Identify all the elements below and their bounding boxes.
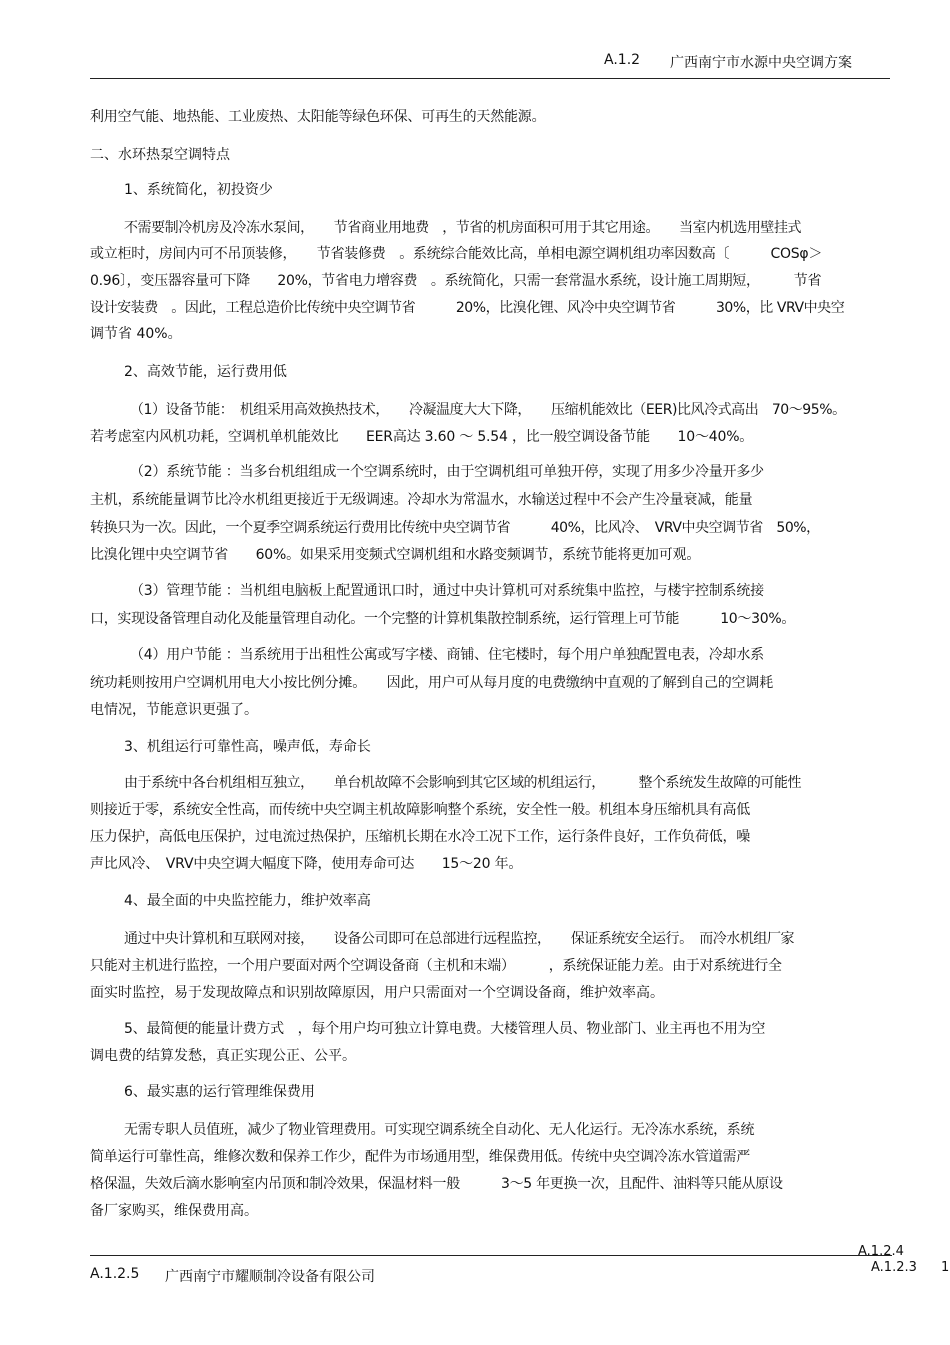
footer-ref-b: A.1.2.3 xyxy=(871,1260,917,1275)
text-line: 主机，系统能量调节比冷水机组更接近于无级调速。冷却水为常温水，水输送过程中不会产生冷量衰减，能量 xyxy=(90,492,753,508)
text-line: 调电费的结算发愁，真正实现公正、公平。 xyxy=(90,1048,356,1064)
text-line: （1）设备节能： 机组采用高效换热技术， 冷凝温度大大下降， 压缩机能效比（EER)比风冷式高出 70～95%。 xyxy=(130,402,846,418)
footer-edge-char: 1 xyxy=(941,1260,950,1275)
text-line: 则接近于零，系统安全性高，而传统中央空调主机故障影响整个系统，安全性一般。机组本身压缩机具有高低 xyxy=(90,802,750,818)
text-line: 只能对主机进行监控，一个用户要面对两个空调设备商（主机和末端） ，系统保证能力差。由于对系统进行全 xyxy=(90,958,782,974)
text-line: 转换只为一次。因此，一个夏季空调系统运行费用比传统中央空调节省 40%，比风冷、 VRV中央空调节省 50%， xyxy=(90,520,820,536)
subsection-heading: 3、机组运行可靠性高，噪声低，寿命长 xyxy=(124,739,371,755)
text-line: 或立柜时，房间内可不吊顶装修， 节省装修费 。系统综合能效比高，单相电源空调机组功率因数高〔 COSφ＞ xyxy=(90,246,823,262)
text-line: 通过中央计算机和互联网对接， 设备公司即可在总部进行远程监控， 保证系统安全运行。 而冷水机组厂家 xyxy=(124,931,795,947)
text-line: 简单运行可靠性高，维修次数和保养工作少，配件为市场通用型，维保费用低。传统中央空调冷冻水管道需严 xyxy=(90,1149,750,1165)
text-line: 口，实现设备管理自动化及能量管理自动化。一个完整的计算机集散控制系统，运行管理上可节能 10～30%。 xyxy=(90,611,796,627)
text-line: 由于系统中各台机组相互独立， 单台机故障不会影响到其它区域的机组运行， 整个系统发生故障的可能性 xyxy=(124,775,802,791)
text-line: 调节省 40%。 xyxy=(90,326,182,342)
footer-company-name: 广西南宁市耀顺制冷设备有限公司 xyxy=(165,1269,375,1285)
header-title: 广西南宁市水源中央空调方案 xyxy=(670,55,852,71)
text-line: （4）用户节能 ：当系统用于出租性公寓或写字楼、商铺、住宅楼时，每个用户单独配置电表，冷却水系 xyxy=(130,647,764,663)
header-section-number: A.1.2 xyxy=(604,52,641,68)
text-line: 设计安装费 。因此，工程总造价比传统中央空调节省 20%，比溴化锂、风冷中央空调节省 30%，比 VRV中央空 xyxy=(90,300,845,316)
subsection-heading: 2、高效节能，运行费用低 xyxy=(124,364,287,380)
subsection-heading: 6、最实惠的运行管理维保费用 xyxy=(124,1084,315,1100)
text-line: 压力保护，高低电压保护，过电流过热保护，压缩机长期在水冷工况下工作，运行条件良好，工作负荷低，噪 xyxy=(90,829,750,845)
text-line: （3）管理节能 ：当机组电脑板上配置通讯口时，通过中央计算机可对系统集中监控，与楼宇控制系统接 xyxy=(130,583,764,599)
footer-ref-a: A.1.2.4 xyxy=(858,1244,904,1259)
text-line: 声比风冷、 VRV中央空调大幅度下降，使用寿命可达 15～20 年。 xyxy=(90,856,523,872)
text-line: 面实时监控，易于发现故障点和识别故障原因，用户只需面对一个空调设备商，维护效率高。 xyxy=(90,985,664,1001)
text-line: 格保温，失效后滴水影响室内吊顶和制冷效果，保温材料一般 3～5 年更换一次，且配件、油料等只能从原设 xyxy=(90,1176,783,1192)
text-line: 5、最简便的能量计费方式 ，每个用户均可独立计算电费。大楼管理人员、物业部门、业主再也不用为空 xyxy=(124,1021,766,1037)
text-line: 利用空气能、地热能、工业废热、太阳能等绿色环保、可再生的天然能源。 xyxy=(90,109,546,125)
text-line: 无需专职人员值班，减少了物业管理费用。可实现空调系统全自动化、无人化运行。无冷冻水系统，系统 xyxy=(124,1122,755,1138)
text-line: 若考虑室内风机功耗，空调机单机能效比 EER高达 3.60 ～ 5.54 ，比一般空调设备节能 10～40%。 xyxy=(90,429,754,445)
text-line: 0.96〕，变压器容量可下降 20%，节省电力增容费 。系统简化，只需一套常温水系统，设计施工周期短， 节省 xyxy=(90,273,822,289)
footer-rule xyxy=(90,1255,892,1256)
text-line: 统功耗则按用户空调机用电大小按比例分摊。 因此，用户可从每月度的电费缴纳中直观的了解到自己的空调耗 xyxy=(90,675,773,691)
text-line: 比溴化锂中央空调节省 60%。如果采用变频式空调机组和水路变频调节，系统节能将更加可观。 xyxy=(90,547,701,563)
text-line: 备厂家购买，维保费用高。 xyxy=(90,1203,258,1219)
text-line: 电情况，节能意识更强了。 xyxy=(90,702,258,718)
text-line: 不需要制冷机房及冷冻水泵间， 节省商业用地费 ，节省的机房面积可用于其它用途。 当室内机选用壁挂式 xyxy=(124,220,802,236)
footer-section-number: A.1.2.5 xyxy=(90,1266,140,1282)
subsection-heading: 1、系统简化，初投资少 xyxy=(124,182,273,198)
subsection-heading: 4、最全面的中央监控能力，维护效率高 xyxy=(124,893,371,909)
section-heading: 二、水环热泵空调特点 xyxy=(90,147,230,163)
header-rule xyxy=(90,78,890,79)
text-line: （2）系统节能 ：当多台机组组成一个空调系统时，由于空调机组可单独开停，实现了用多少冷量开多少 xyxy=(130,464,764,480)
